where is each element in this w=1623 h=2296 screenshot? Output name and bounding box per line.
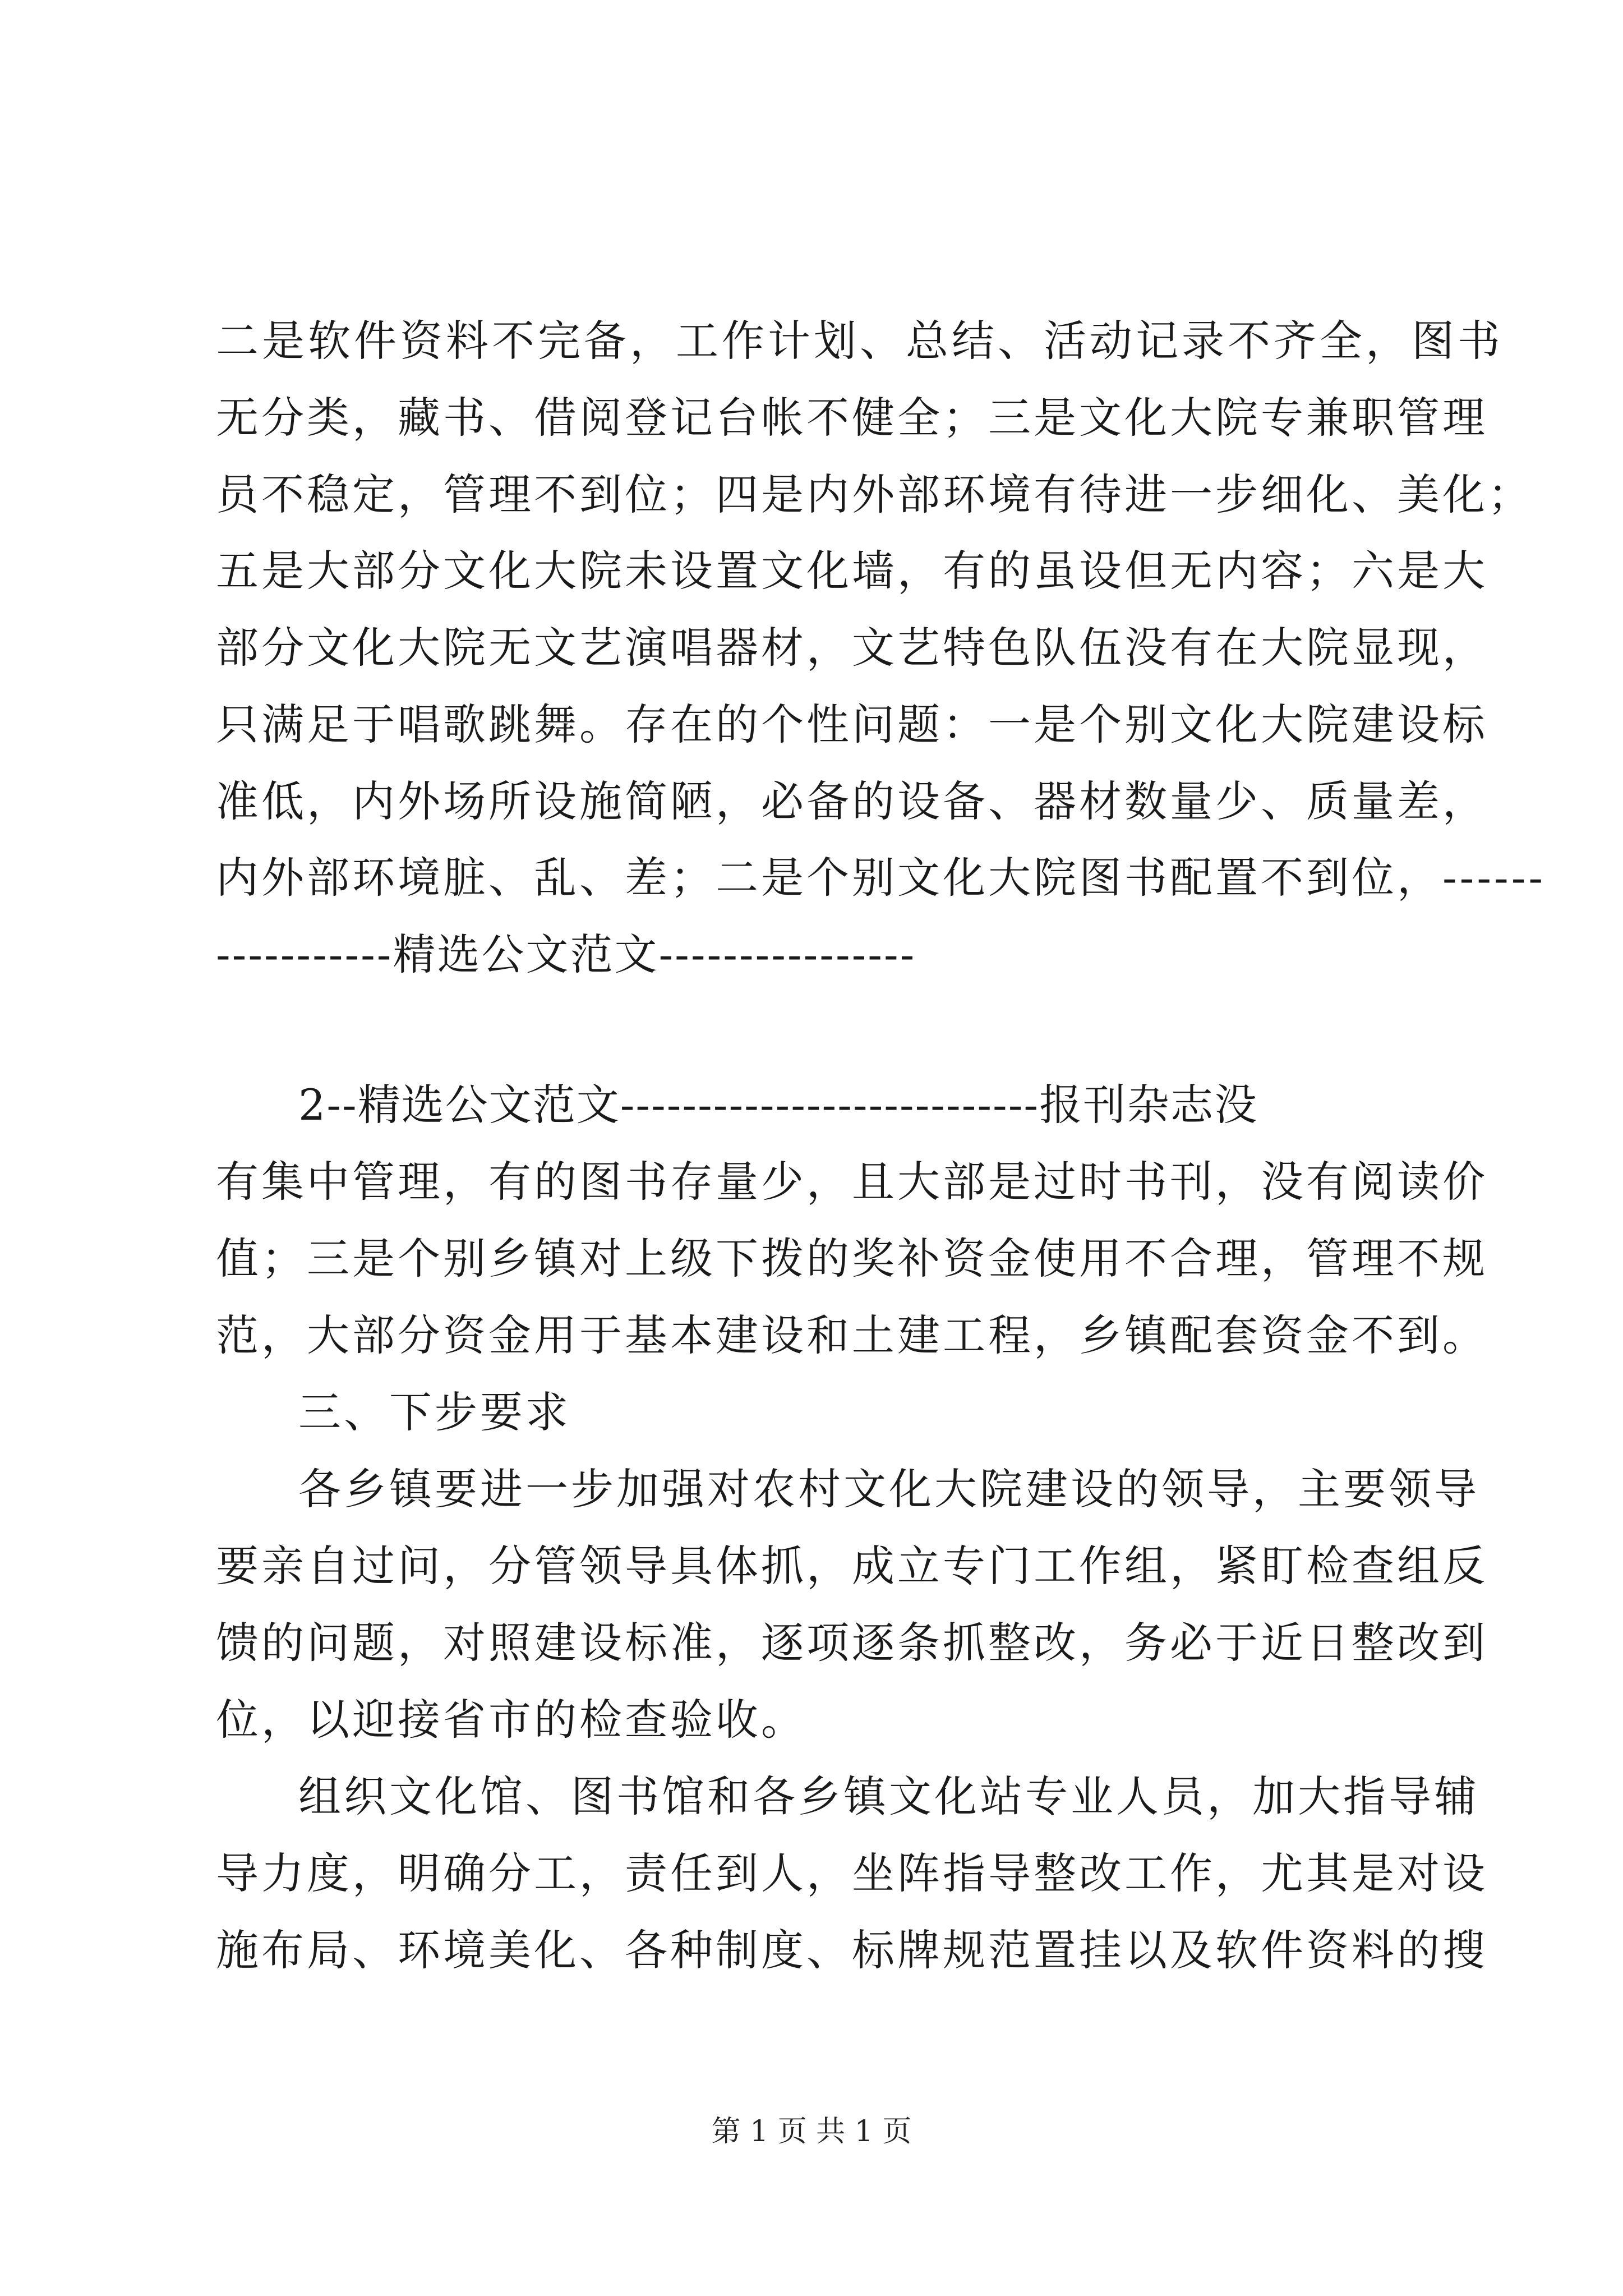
text-line: 内外部环境脏、乱、差；二是个别文化大院图书配置不到位，------: [216, 853, 1546, 903]
text-line: 2--精选公文范文---------------------------报刊杂志没: [298, 1080, 1258, 1130]
text-line: 各乡镇要进一步加强对农村文化大院建设的领导，主要领导: [298, 1464, 1479, 1514]
text-line: 二是软件资料不完备，工作计划、总结、活动记录不齐全，图书: [216, 316, 1504, 366]
text-line: 五是大部分文化大院未设置文化墙，有的虽设但无内容；六是大: [216, 546, 1488, 596]
text-line: 施布局、环境美化、各种制度、标牌规范置挂以及软件资料的搜: [216, 1925, 1488, 1975]
text-line: 要亲自过问，分管领导具体抓，成立专门工作组，紧盯检查组反: [216, 1541, 1488, 1591]
text-line: 准低，内外场所设施简陋，必备的设备、器材数量少、质量差，: [216, 776, 1488, 826]
text-line: 无分类，藏书、借阅登记台帐不健全；三是文化大院专兼职管理: [216, 393, 1488, 443]
text-line: 位，以迎接省市的检查验收。: [216, 1695, 806, 1745]
page-footer: 第 1 页 共 1 页: [711, 2115, 912, 2148]
text-line: 只满足于唱歌跳舞。存在的个性问题：一是个别文化大院建设标: [216, 700, 1488, 749]
text-line: 员不稳定，管理不到位；四是内外部环境有待进一步细化、美化；: [216, 470, 1533, 519]
text-line: 有集中管理，有的图书存量少，且大部是过时书刊，没有阅读价: [216, 1157, 1488, 1207]
text-line: 范，大部分资金用于基本建设和土建工程，乡镇配套资金不到。: [216, 1310, 1488, 1360]
text-line: 部分文化大院无文艺演唱器材，文艺特色队伍没有在大院显现，: [216, 623, 1488, 673]
text-line: 导力度，明确分工，责任到人，坐阵指导整改工作，尤其是对设: [216, 1848, 1488, 1898]
text-line: 值；三是个别乡镇对上级下拨的奖补资金使用不合理，管理不规: [216, 1234, 1488, 1283]
section-heading: 三、下步要求: [298, 1387, 571, 1437]
text-line: 馈的问题，对照建设标准，逐项逐条抓整改，务必于近日整改到: [216, 1618, 1488, 1668]
separator-line: -----------精选公文范文----------------: [216, 930, 916, 979]
text-line: 组织文化馆、图书馆和各乡镇文化站专业人员，加大指导辅: [298, 1772, 1479, 1821]
